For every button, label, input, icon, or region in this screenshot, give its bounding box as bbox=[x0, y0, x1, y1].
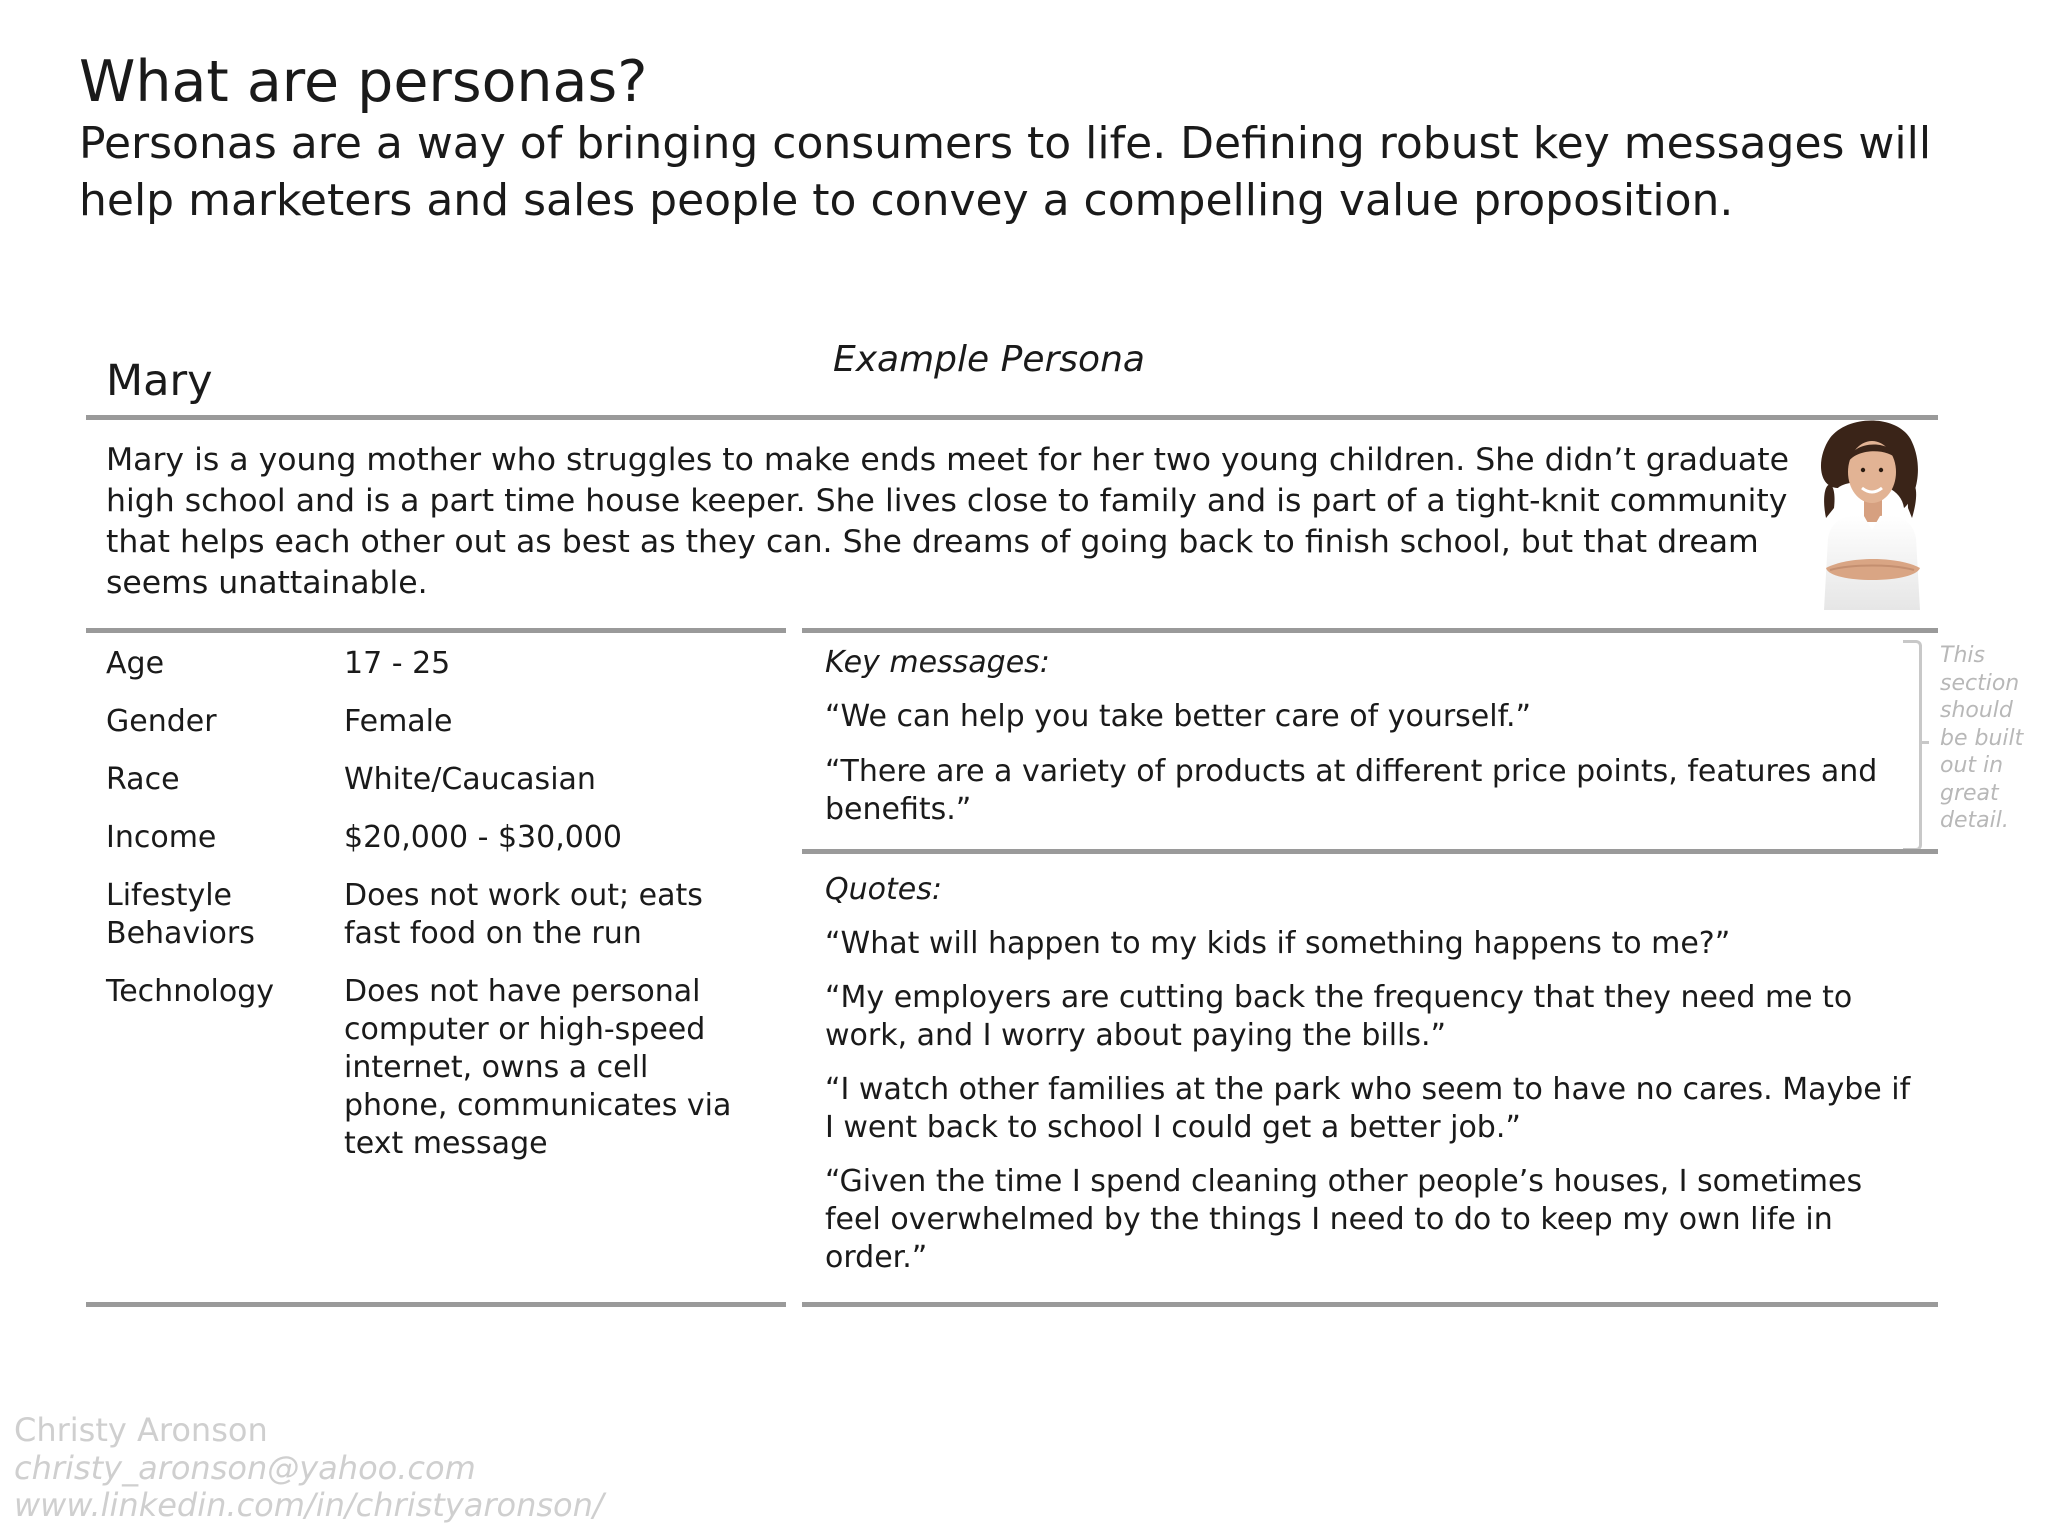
author-email-link[interactable]: christy_aronson@yahoo.com bbox=[14, 1448, 476, 1487]
attribute-value: Does not have personal computer or high-speed internet, owns a cell phone, communicates via text message bbox=[344, 974, 732, 1161]
quotes-top-divider bbox=[802, 849, 1938, 854]
section-bracket-tick bbox=[1919, 741, 1929, 744]
quotes-section bbox=[825, 871, 1925, 1277]
key-messages-section bbox=[825, 644, 1900, 829]
top-divider bbox=[86, 415, 1938, 420]
key-message-item: “We can help you take better care of yourself.” bbox=[825, 699, 1532, 734]
quotes-title: Quotes: bbox=[825, 872, 942, 907]
quotes-bottom-divider bbox=[802, 1302, 1938, 1307]
attribute-row-gender bbox=[106, 703, 766, 741]
key-message-item: “There are a variety of products at different price points, features and benefits.” bbox=[825, 754, 1878, 827]
attribute-row-age bbox=[106, 645, 766, 683]
attribute-value: White/Caucasian bbox=[344, 762, 596, 797]
persona-photo bbox=[1808, 418, 1936, 610]
persona-attributes bbox=[106, 645, 766, 1183]
quote-item: “What will happen to my kids if something happens to me?” bbox=[825, 926, 1731, 961]
attribute-label: Lifestyle Behaviors bbox=[106, 878, 255, 951]
attribute-label: Race bbox=[106, 762, 180, 797]
attributes-bottom-divider bbox=[86, 1302, 786, 1307]
attribute-label: Age bbox=[106, 646, 165, 681]
example-persona-label: Example Persona bbox=[833, 339, 1145, 380]
attribute-label: Income bbox=[106, 820, 217, 855]
persona-name: Mary bbox=[106, 356, 213, 406]
attribute-row-income bbox=[106, 819, 766, 857]
persona-description: Mary is a young mother who struggles to make ends meet for her two young children. She didn’t graduate high school and is a part time house keeper. She lives close to family and is part of a tight-knit community that helps each other out as best as they can. She dreams of going back to finish school, but that dream seems unattainable. bbox=[106, 442, 1789, 601]
attribute-value: $20,000 - $30,000 bbox=[344, 820, 623, 855]
attribute-label: Gender bbox=[106, 704, 217, 739]
attribute-value: Female bbox=[344, 704, 453, 739]
author-linkedin-link[interactable]: www.linkedin.com/in/christyaronson/ bbox=[14, 1486, 604, 1524]
attribute-row-lifestyle bbox=[106, 877, 766, 953]
author-name: Christy Aronson bbox=[14, 1411, 268, 1449]
page-title: What are personas? bbox=[79, 49, 648, 115]
section-bracket bbox=[1903, 640, 1922, 851]
attribute-value: Does not work out; eats fast food on the run bbox=[344, 878, 703, 951]
attribute-label: Technology bbox=[106, 974, 275, 1009]
quote-item: “My employers are cutting back the frequency that they need me to work, and I worry about paying the bills.” bbox=[825, 980, 1853, 1053]
quote-item: “I watch other families at the park who seem to have no cares. Maybe if I went back to school I could get a better job.” bbox=[825, 1072, 1911, 1145]
attribute-value: 17 - 25 bbox=[344, 646, 451, 681]
page-subtitle: Personas are a way of bringing consumers to life. Defining robust key messages will help marketers and sales people to convey a compelling value proposition. bbox=[79, 118, 1932, 226]
attributes-top-divider bbox=[86, 628, 786, 633]
attribute-row-race bbox=[106, 761, 766, 799]
detail-note: This section should be built out in great detail. bbox=[1940, 643, 2024, 833]
quote-item: “Given the time I spend cleaning other people’s houses, I sometimes feel overwhelmed by the things I need to do to keep my own life in order.” bbox=[825, 1164, 1863, 1275]
messages-top-divider bbox=[802, 628, 1938, 633]
key-messages-title: Key messages: bbox=[825, 645, 1050, 680]
attribute-row-technology bbox=[106, 973, 766, 1163]
author-footer bbox=[14, 1412, 604, 1525]
